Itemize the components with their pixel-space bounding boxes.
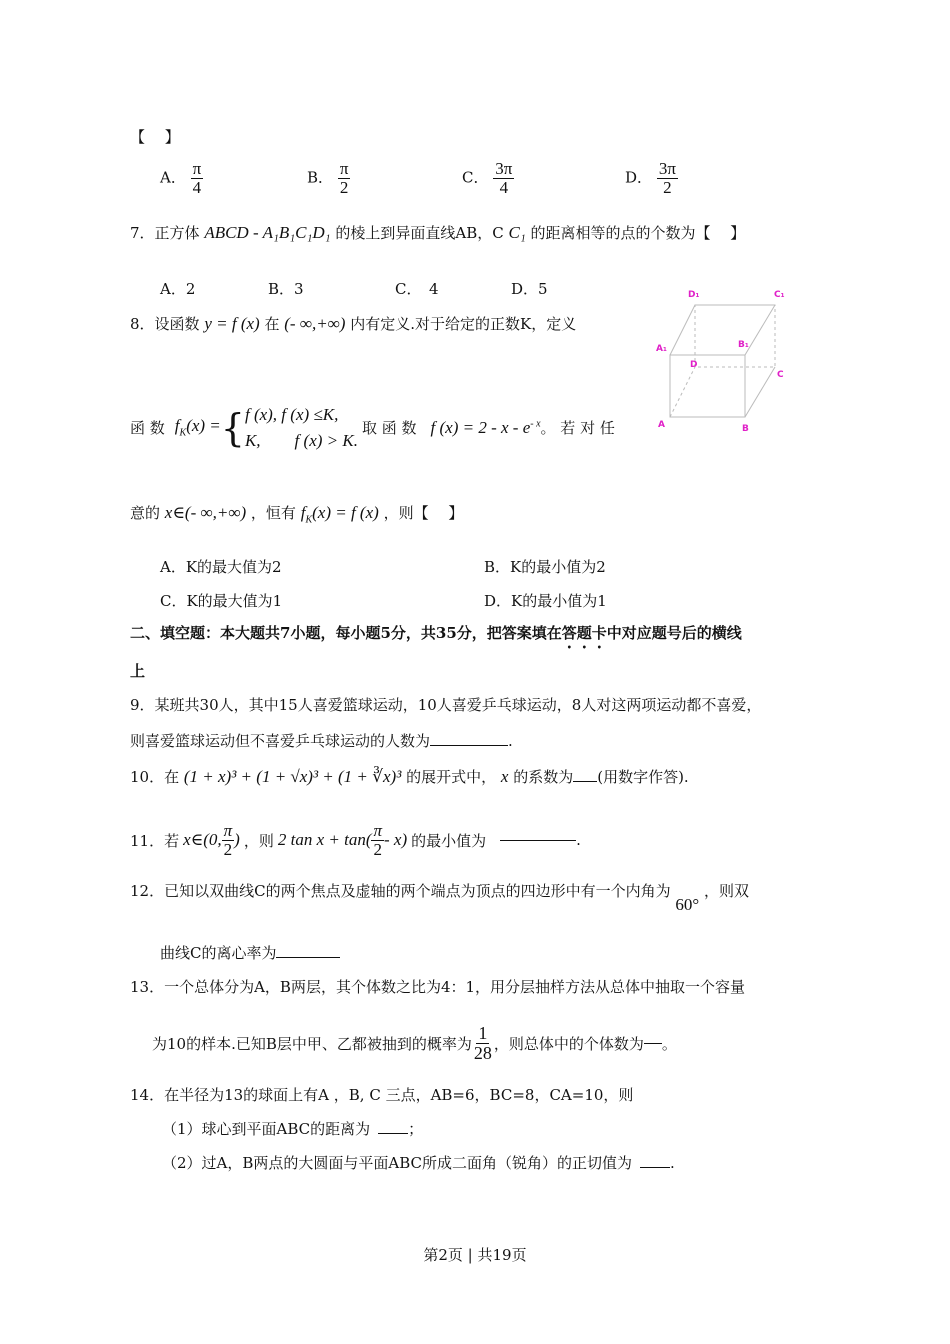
q8-stem-line2: 函 数 $f_K(x)$ = { f (x), f (x) ≤K, K, f (x) > K. 取 函 数 f $(x) = 2 - x - e^{- x}$ 。 若 对 任 xyxy=(130,405,615,450)
q7-option-a: A．2 xyxy=(160,280,196,298)
q7-stem: 7．正方体 ABCD - A₁B₁C₁D₁ 的棱上到异面直线AB，C C₁ 的距离相等的点的个数为【 】 xyxy=(130,223,746,242)
q6-answer-bracket: 【 】 xyxy=(130,128,180,146)
q13-line1: 13．一个总体分为A，B两层，其个体数之比为4：1，用分层抽样方法从总体中抽取一个容量 xyxy=(130,978,746,996)
label-b: B xyxy=(742,424,749,434)
section2-title: 二、填空题：本大题共7小题，每小题5分，共35分，把答案填在答题卡中对应题号后的横线 xyxy=(130,624,742,642)
q6-option-c: C． $\frac{3\pi}{4}$ xyxy=(462,159,513,197)
q12-line1: 12．已知以双曲线C的两个焦点及虚轴的两个端点为顶点的四边形中有一个内角为 60° ，则双 xyxy=(130,882,749,914)
label-a1: A₁ xyxy=(656,344,667,354)
q10-stem: 10．在 (1 + x)³ + (1 + √x)³ + (1 + ∛x)³ 的展开式中， x 的系数为 (用数字作答). xyxy=(130,767,689,786)
q9-line1: 9．某班共30人，其中15人喜爱篮球运动，10人喜爱乒乓球运动，8人对这两项运动都不喜爱， xyxy=(130,696,762,714)
q8-stem-line3: 意的 x∈(- ∞,+∞) ，恒有 $f_K(x) = f$ (x) ，则【 】 xyxy=(130,503,464,526)
q11-stem: 11．若 x∈(0, $\frac{\pi}{2}$ ) ，则 2 tan x + tan( $\frac{\pi}{2}$ - x) 的最小值为 . xyxy=(130,821,581,859)
q8-option-c: C．K的最大值为1 xyxy=(160,592,283,610)
q12-line2: 曲线C的离心率为 xyxy=(160,942,340,963)
label-c: C xyxy=(777,370,784,380)
q9-line2: 则喜爱篮球运动但不喜爱乒乓球运动的人数为 . xyxy=(130,732,513,750)
q13-line2: 为10的样本.已知B层中甲、乙都被抽到的概率为 $\frac{1}{28}$ ，则总体中的个体数为 。 xyxy=(152,1023,677,1063)
q14-sub1: （1）球心到平面ABC的距离为 ； xyxy=(162,1120,424,1138)
q6-option-b: B． $\frac{\pi}{2}$ xyxy=(307,159,349,197)
q7-option-c: C． 4 xyxy=(395,280,439,298)
page-footer: 第2页 | 共19页 xyxy=(423,1246,527,1264)
q7-option-b: B．3 xyxy=(268,280,304,298)
q8-stem-line1: 8．设函数 y = f (x) 在 (- ∞,+∞) 内有定义.对于给定的正数K，定义 xyxy=(130,314,577,333)
q14-sub2: （2）过A，B两点的大圆面与平面ABC所成二面角（锐角）的正切值为 . xyxy=(162,1154,675,1172)
section2-title-cont: 上 xyxy=(130,662,146,680)
q8-option-b: B．K的最小值为2 xyxy=(484,558,606,576)
label-c1: C₁ xyxy=(774,290,785,300)
q8-option-d: D．K的最小值为1 xyxy=(484,592,607,610)
label-d1: D₁ xyxy=(688,290,700,300)
label-b1: B₁ xyxy=(738,340,749,350)
q14-line1: 14．在半径为13的球面上有A ，B, C 三点，AB=6，BC=8，CA=10，则 xyxy=(130,1086,634,1104)
label-a: A xyxy=(658,420,665,430)
q6-option-d: D． $\frac{3\pi}{2}$ xyxy=(625,159,676,197)
cube-figure xyxy=(650,285,800,435)
q7-option-d: D．5 xyxy=(511,280,548,298)
label-d: D xyxy=(690,360,698,370)
q8-option-a: A．K的最大值为2 xyxy=(160,558,282,576)
q6-option-a: A． $\frac{\pi}{4}$ xyxy=(160,159,202,197)
